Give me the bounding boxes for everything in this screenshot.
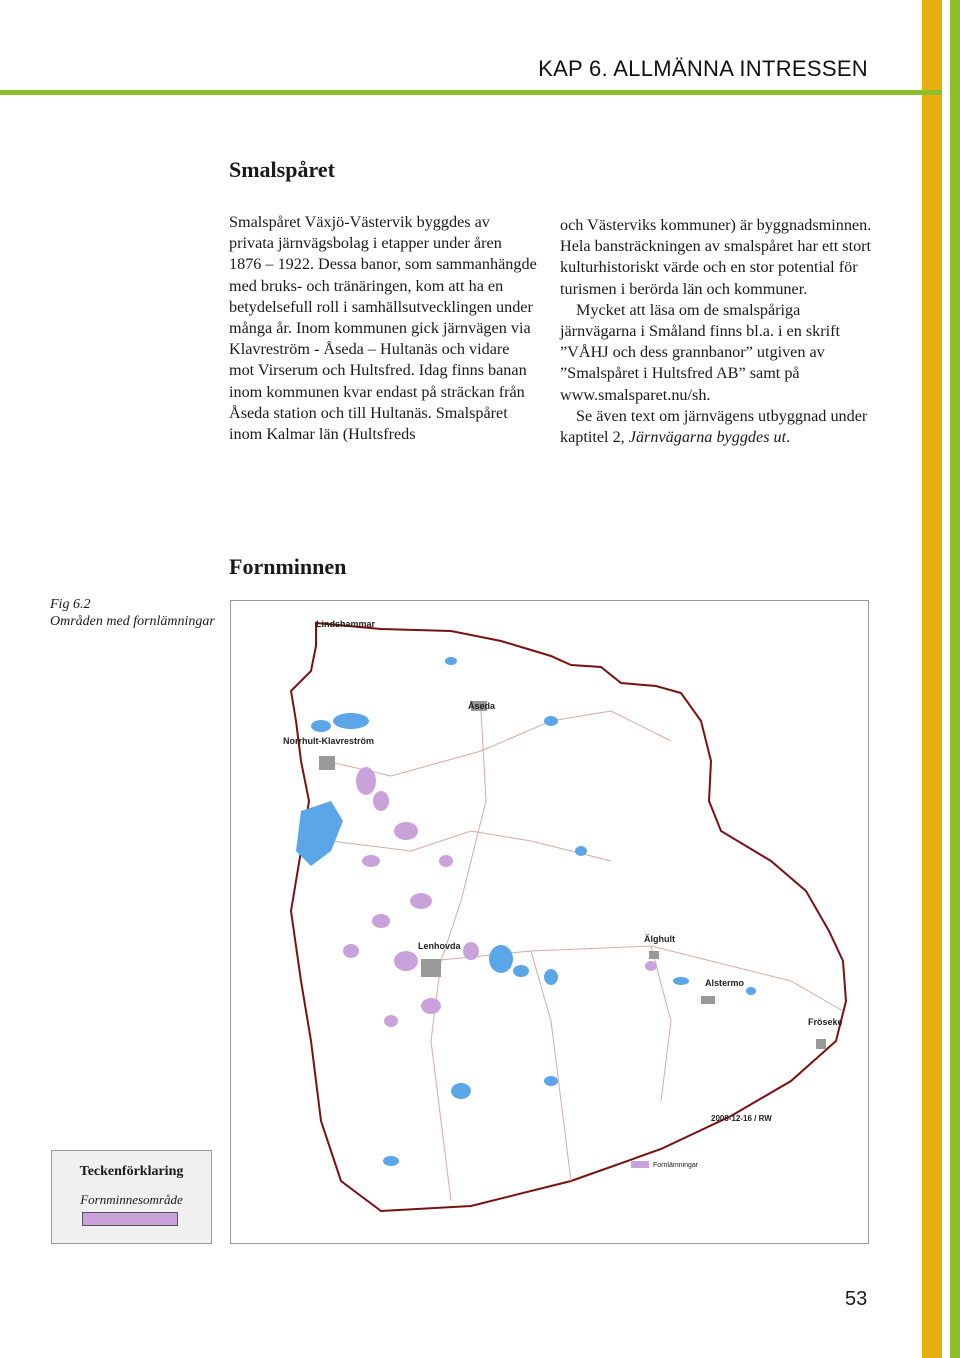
lake: [673, 977, 689, 985]
fornminne-area: [384, 1015, 398, 1027]
place-label-aseda: Åseda: [468, 701, 496, 711]
paragraph-text: Se även text om järnvägens utbyggnad under kaptitel 2,: [560, 406, 868, 447]
fornminne-area: [463, 942, 479, 960]
lake: [311, 720, 331, 732]
fornminne-area: [372, 914, 390, 928]
section-title-fornminnen: Fornminnen: [229, 554, 347, 579]
town-alghult: [649, 951, 659, 959]
lake: [445, 657, 457, 665]
paragraph-smalsparet-1: Smalspåret Växjö-Västervik byggdes av privata järnvägsbolag i etapper under åren 1876 – 1922. Dessa banor, som sammanhängde med bruks- och tränäringen, kom att ha en betydelsefull roll i samhällsutvecklingen under många år. Inom kommunen gick järnvägen via Klavreström - Åseda – Hultanäs och vidare mot Virserum och Hultsfred. Idag finns banan inom kommunen kvar endast på sträckan från Åseda station och till Hultanäs. Smalspåret inom Kalmar län (Hultsfreds: [229, 213, 537, 444]
fornminne-area: [394, 822, 418, 840]
paragraph-smalsparet-4: [560, 406, 875, 448]
map-fornminnen: [230, 600, 869, 1244]
fornminne-area: [373, 791, 389, 811]
figure-caption-text: Områden med fornlämningar: [50, 614, 215, 629]
lake: [489, 945, 513, 973]
chapter-title: KAP 6. ALLMÄNNA INTRESSEN: [538, 56, 868, 81]
lake: [544, 969, 558, 985]
lake: [383, 1156, 399, 1166]
lake: [544, 1076, 558, 1086]
fornminne-area: [645, 961, 657, 971]
fornminne-area: [356, 767, 376, 795]
lake: [746, 987, 756, 995]
town-lenhovda: [421, 959, 441, 977]
header-rule: [0, 90, 942, 95]
legend-item-label: Fornminnesområde: [80, 1192, 183, 1207]
place-label-lindshammar: Lindshammar: [316, 619, 376, 629]
town-froseke: [816, 1039, 826, 1049]
paragraph-smalsparet-3: Mycket att läsa om de smalspåriga järnvägarna i Småland finns bl.a. i en skrift ”VÅHJ och dess grannbanor” utgiven av ”Smalspåret i Hultsfred AB” samt på www.smalsparet.nu/sh.: [560, 300, 841, 404]
section-title-smalsparet: Smalspåret: [229, 157, 335, 182]
place-label-lenhovda: Lenhovda: [418, 941, 461, 951]
lake: [513, 965, 529, 977]
map-legend-label: Fornlämningar: [653, 1162, 699, 1169]
figure-number: Fig 6.2: [50, 597, 91, 612]
place-label-alstermo: Alstermo: [705, 978, 745, 988]
figure-caption: [50, 596, 215, 630]
paragraph-end: .: [786, 428, 791, 447]
side-bar-yellow: [922, 0, 942, 1358]
map-date-stamp: 2009-12-16 / RW: [711, 1114, 772, 1123]
lake: [333, 713, 369, 729]
town-norrhult: [319, 756, 335, 770]
place-label-alghult: Älghult: [644, 934, 675, 944]
fornminne-area: [410, 893, 432, 909]
side-bar-green: [950, 0, 960, 1358]
place-label-froseke: Fröseke: [808, 1017, 843, 1027]
legend-title: Teckenförklaring: [79, 1164, 184, 1179]
map-svg: [231, 601, 868, 1243]
lake: [544, 716, 558, 726]
fornminne-area: [343, 944, 359, 958]
place-label-norrhult: Norrhult-Klavreström: [283, 736, 375, 746]
lake: [575, 846, 587, 856]
map-legend-swatch: [631, 1161, 649, 1168]
legend-swatch: [82, 1212, 178, 1226]
page-number: 53: [845, 1288, 868, 1310]
chapter-reference: Järnvägarna byggdes ut: [628, 428, 787, 447]
text-column-right: [560, 215, 875, 448]
town-alstermo: [701, 996, 715, 1004]
lake: [451, 1083, 471, 1099]
fornminne-area: [362, 855, 380, 867]
fornminne-area: [421, 998, 441, 1014]
fornminne-area: [439, 855, 453, 867]
paragraph-smalsparet-2: och Västerviks kommuner) är byggnadsminnen. Hela bansträckningen av smalspåret har ett stort kulturhistoriskt värde och en stor potential för turismen i berörda län och kommuner.: [560, 216, 872, 298]
fornminne-area: [394, 951, 418, 971]
text-column-left: [229, 212, 537, 445]
legend-box: [51, 1150, 212, 1244]
